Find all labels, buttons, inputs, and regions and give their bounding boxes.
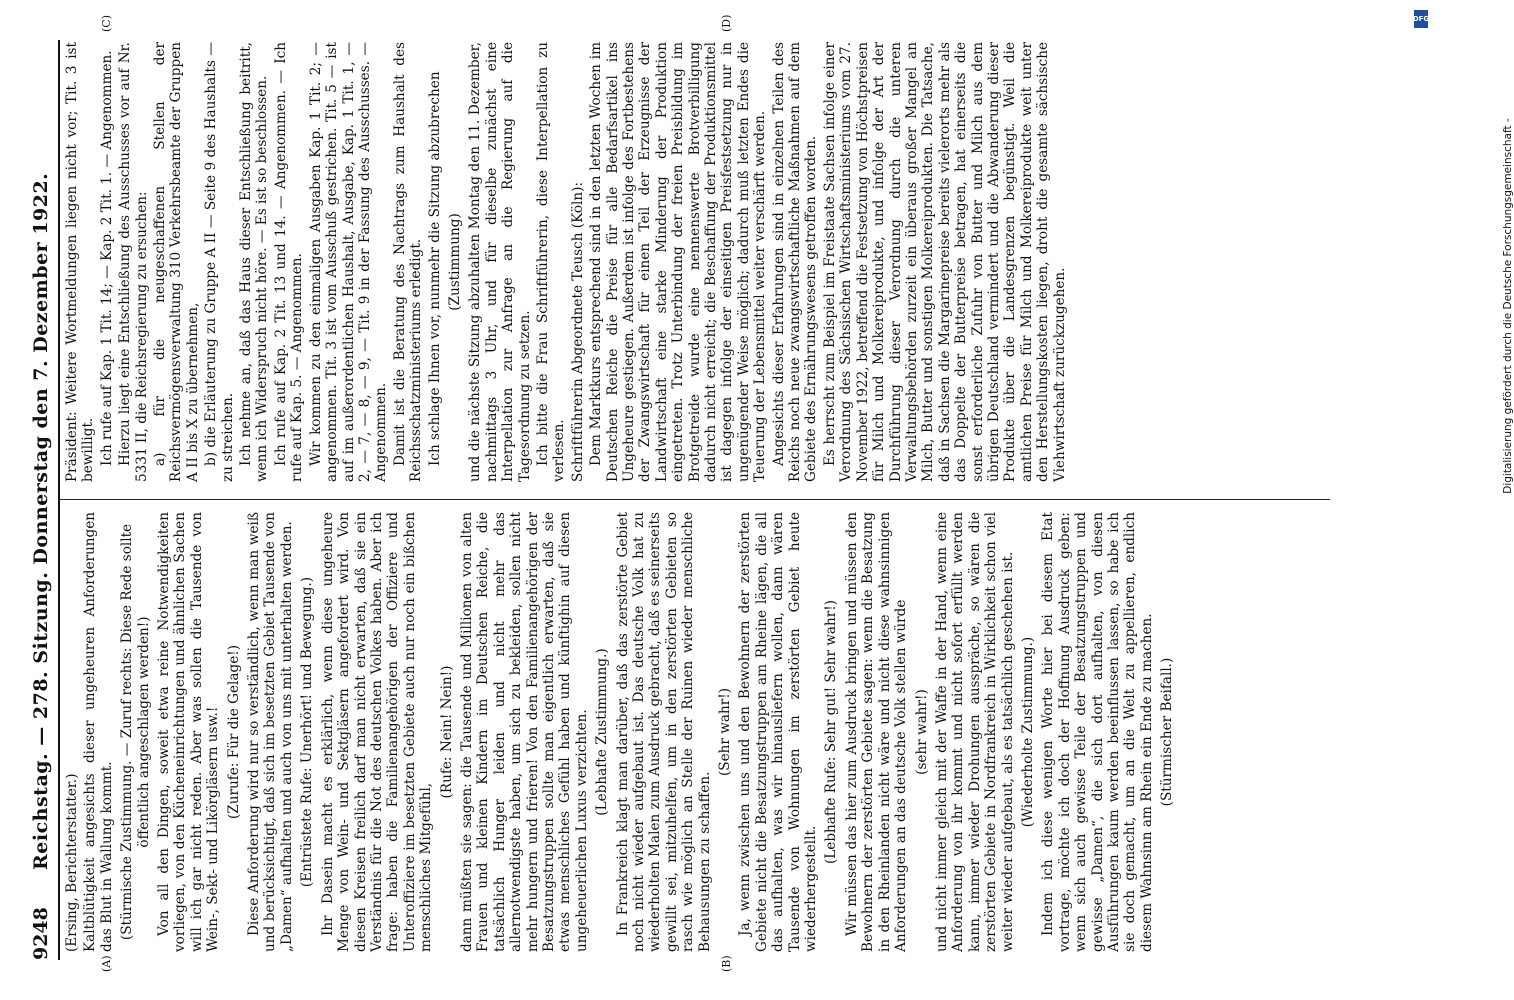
paragraph: (Stürmische Zustimmung. — Zuruf rechts: Diese Rede sollte öffentlich angeschlagen werden!): [119, 523, 152, 941]
paragraph: (Lebhafte Zustimmung.): [594, 648, 611, 816]
paragraph: Präsident: Weitere Wortmeldungen liegen nicht vor; Tit. 3 ist bewilligt.: [64, 42, 97, 482]
digitization-credit: Digitalisierung gefördert durch die Deutsche Forschungsgemeinschaft -: [1502, 118, 1514, 494]
paragraph: In Frankreich klagt man darüber, daß das zerstörte Gebiet noch nicht wieder aufgebaut ist. Das deutsche Volk hat zu wiederholten Malen zum Ausdruck gebracht, daß es seinerseits gewillt sei, mitzuhelfen, um in den zerstörten Gebieten so rasch wie möglich an Stelle der Ruinen wieder menschliche Behausungen zu schaffen.: [614, 512, 713, 952]
column-divider: [60, 499, 1330, 500]
paragraph: Angesichts dieser Erfahrungen sind in einzelnen Teilen des Reichs noch neue zwangswirtschaftliche Maßnahmen auf dem Gebiete des Ernährungswesens getroffen worden.: [770, 42, 820, 482]
paragraph: und die nächste Sitzung abzuhalten Montag den 11. Dezember, nachmittags 3 Uhr, und für dieselbe zunächst eine Interpellation zur Anfrage an die Regierung auf die Tagesordnung zu setzen.: [467, 42, 533, 482]
paragraph: Ja, wenn zwischen uns und den Bewohnern der zerstörten Gebiete nicht die Besatzungstruppen am Rheine lägen, die all das aufhalten, was wir hinausliefern wollen, dann wären Tausende von Wohnungen im zerstörten Gebiet heute wiederhergestellt.: [737, 512, 820, 952]
margin-mark-b: (B): [720, 955, 733, 972]
paragraph: dann müßten sie sagen: die Tausende und Millionen von alten Frauen und kleinen Kindern im Deutschen Reiche, die tatsächlich Hunger leiden und nicht mehr das allernotwendigste haben, um sich zu bekleiden, sollen nicht mehr hungern und frieren! Von den Familienangehörigen der Besatzungstruppen sollte man eigentlich erwarten, daß sie etwas menschliches Gefühl haben und künftighin auf diesen ungeheuerlichen Luxus verzichten.: [458, 512, 590, 952]
paragraph: (Lebhafte Rufe: Sehr gut! Sehr wahr!): [823, 599, 840, 865]
paragraph: (Wiederholte Zustimmung.): [1019, 636, 1036, 828]
paragraph: und nicht immer gleich mit der Waffe in der Hand, wenn eine Anforderung von ihr kommt und nicht sofort erfüllt werden kann, immer wieder Drohungen ausspräche, so wären die zerstörten Gebiete in Nordfrankreich in Wirklichkeit schon viel weiter wieder aufgebaut, als es tatsächlich geschehen ist.: [933, 512, 1016, 952]
digitization-sidebar: [1408, 0, 1514, 1000]
paragraph: Ich bitte die Frau Schriftführerin, diese Interpellation zu verlesen.: [534, 42, 568, 482]
paragraph: (Rufe: Nein! Nein!): [438, 665, 455, 799]
paragraph: Diese Anforderung wird nur so verständlich, wenn man weiß und berücksichtigt, daß sich im besetzten Gebiet Tausende von „Damen“ aufhalten und auch von uns mit unterhalten werden.: [246, 512, 295, 952]
paragraph: Schriftführerin Abgeordnete Teusch (Köln):: [569, 181, 586, 482]
paragraph: (Entrüstete Rufe: Unerhört! und Bewegung.): [299, 576, 316, 888]
page-title: Reichstag. — 278. Sitzung. Donnerstag den 7. Dezember 1922.: [30, 172, 52, 870]
paragraph: Indem ich diese wenigen Worte hier bei diesem Etat vortrage, möchte ich doch der Hoffnung Ausdruck geben: wenn sich auch gewisse Teile der Besatzungstruppen und gewisse „Damen“, die sich dort aufhalten, von diesen Ausführungen kaum werden beeinflussen lassen, so habe ich sie doch gemacht, um an die Welt zu appellieren, endlich diesem Wahnsinn am Rhein ein Ende zu machen.: [1040, 512, 1155, 952]
paragraph: (sehr wahr!): [913, 689, 930, 775]
left-column: [64, 512, 1180, 952]
paragraph: Ihr Dasein macht es erklärlich, wenn diese ungeheure Menge von Wein- und Sektgläsern angefordert wird. Von diesen Kreisen freilich darf man nicht erwarten, daß sie ein Verständnis für die Not des deutschen Volkes haben. Aber ich frage: haben die Familienangehörigen der Offiziere und Unteroffiziere im besetzten Gebiete auch nur noch ein bißchen menschliches Mitgefühl,: [319, 512, 435, 952]
paragraph: (Stürmischer Beifall.): [1159, 657, 1176, 807]
right-column: [64, 42, 1070, 482]
paragraph: (Zurufe: Für die Gelage!): [225, 644, 242, 820]
paragraph: Es herrscht zum Beispiel im Freistaate Sachsen infolge einer Verordnung des Sächsischen Wirtschaftsministeriums vom 27. November 1922, betreffend die Festsetzung von Höchstpreisen für Milch und Molkereiprodukte, und infolge der Art der Durchführung dieser Verordnung durch die unteren Verwaltungsbehörden zurzeit ein überaus großer Mangel an Milch, Butter und sonstigen Molkereiprodukten. Die Tatsache, daß in Sachsen die Margarinepreise bereits vielerorts mehr als das Doppelte der Butterpreise betragen, hat einerseits die sonst erforderliche Zufuhr von Butter und Milch aus dem übrigen Deutschland vermindert und die Abwanderung dieser Produkte über die Landesgrenzen begünstigt. Weil die amtlichen Preise für Milch und Molkereiprodukte weit unter den Herstellungskosten liegen, droht die gesamte sächsische Viehwirtschaft zurückzugehen.: [821, 42, 1068, 482]
margin-mark-d: (D): [720, 14, 733, 32]
paragraph: Kaltblütigkeit angesichts dieser ungeheuren Anforderungen das Blut in Wallung kommt.: [82, 512, 115, 952]
paragraph: a) für die neugeschaffenen Stellen der Reichsvermögensverwaltung 310 Verkehrsbeamte der Gruppen A II bis X zu übernehmen,: [152, 42, 201, 482]
paragraph: b) die Erläuterung zu Gruppe A II — Seite 9 des Haushalts — zu streichen.: [203, 42, 236, 482]
paragraph: (Ersing, Berichterstatter.): [64, 773, 80, 952]
margin-mark-c: (C): [100, 15, 113, 32]
paragraph: (Sehr wahr!): [717, 688, 734, 776]
paragraph: Ich nehme an, daß das Haus dieser Entschließung beitritt, wenn ich Widerspruch nicht höre. — Es ist so beschlossen.: [238, 42, 271, 482]
paragraph: Wir müssen das hier zum Ausdruck bringen und müssen den Bewohnern der zerstörten Gebiete sagen: wenn die Besatzung in den Rheinlanden nicht wäre und nicht diese wahnsinnigen Anforderungen an das deutsche Volk stellen würde: [843, 512, 910, 952]
dfg-logo: DFG: [1414, 10, 1428, 28]
paragraph: Damit ist die Beratung des Nachtrags zum Haushalt des Reichsschatzministeriums erledigt.: [391, 42, 425, 482]
paragraph: Ich rufe auf Kap. 2 Tit. 13 und 14. — Angenommen. — Ich rufe auf Kap. 5. — Angenommen.: [272, 42, 306, 482]
paragraph: Ich schlage Ihnen vor, nunmehr die Sitzung abzubrechen: [426, 71, 443, 466]
page-header: [30, 40, 54, 960]
paragraph: Hierzu liegt eine Entschließung des Ausschusses vor auf Nr. 5331 II, die Reichsregierung zu ersuchen:: [117, 42, 150, 482]
page-number: 9248: [30, 907, 52, 960]
paragraph: Wir kommen zu den einmaligen Ausgaben Kap. 1 Tit. 2; — angenommen. Tit. 3 ist vom Ausschuß gestrichen. Tit. 5 — ist auf im außerordentlichen Haushalt, Ausgabe, Kap. 1 Tit. 1, — 2, — 7, — 8, — 9, — Tit. 9 in der Fassung des Ausschusses. — Angenommen.: [307, 42, 390, 482]
paragraph: Ich rufe auf Kap. 1 Tit. 14; — Kap. 2 Tit. 1. — Angenommen.: [98, 50, 115, 466]
paragraph: Dem Marktkurs entsprechend sind in den letzten Wochen im Deutschen Reiche die Preise für alle Bedarfsartikel ins Ungeheure gestiegen. Außerdem ist infolge des Fortbestehens der Zwangswirtschaft für einen Teil der Erzeugnisse der Landwirtschaft eine starke Minderung der Produktion eingetreten. Trotz Unterbindung der freien Preisbildung im Brotgetreide wurde eine nennenswerte Brotverbilligung dadurch nicht erreicht; die Beschaffung der Produktionsmittel ist dagegen infolge der einseitigen Preisfestsetzung nur in ungenügender Weise möglich; dadurch muß letzten Endes die Teuerung der Lebensmittel weiter verschärft werden.: [588, 42, 769, 482]
paragraph: Von all den Dingen, soweit etwa reine Notwendigkeiten vorliegen, von den Kücheneinrichtungen und ähnlichen Sachen will ich gar nicht reden. Aber was sollen die Tausende von Wein-, Sekt- und Likörgläsern usw.!: [156, 512, 222, 952]
header-rule: [58, 40, 60, 960]
paragraph: (Zustimmung): [446, 213, 463, 311]
margin-mark-a: (A): [100, 955, 113, 972]
